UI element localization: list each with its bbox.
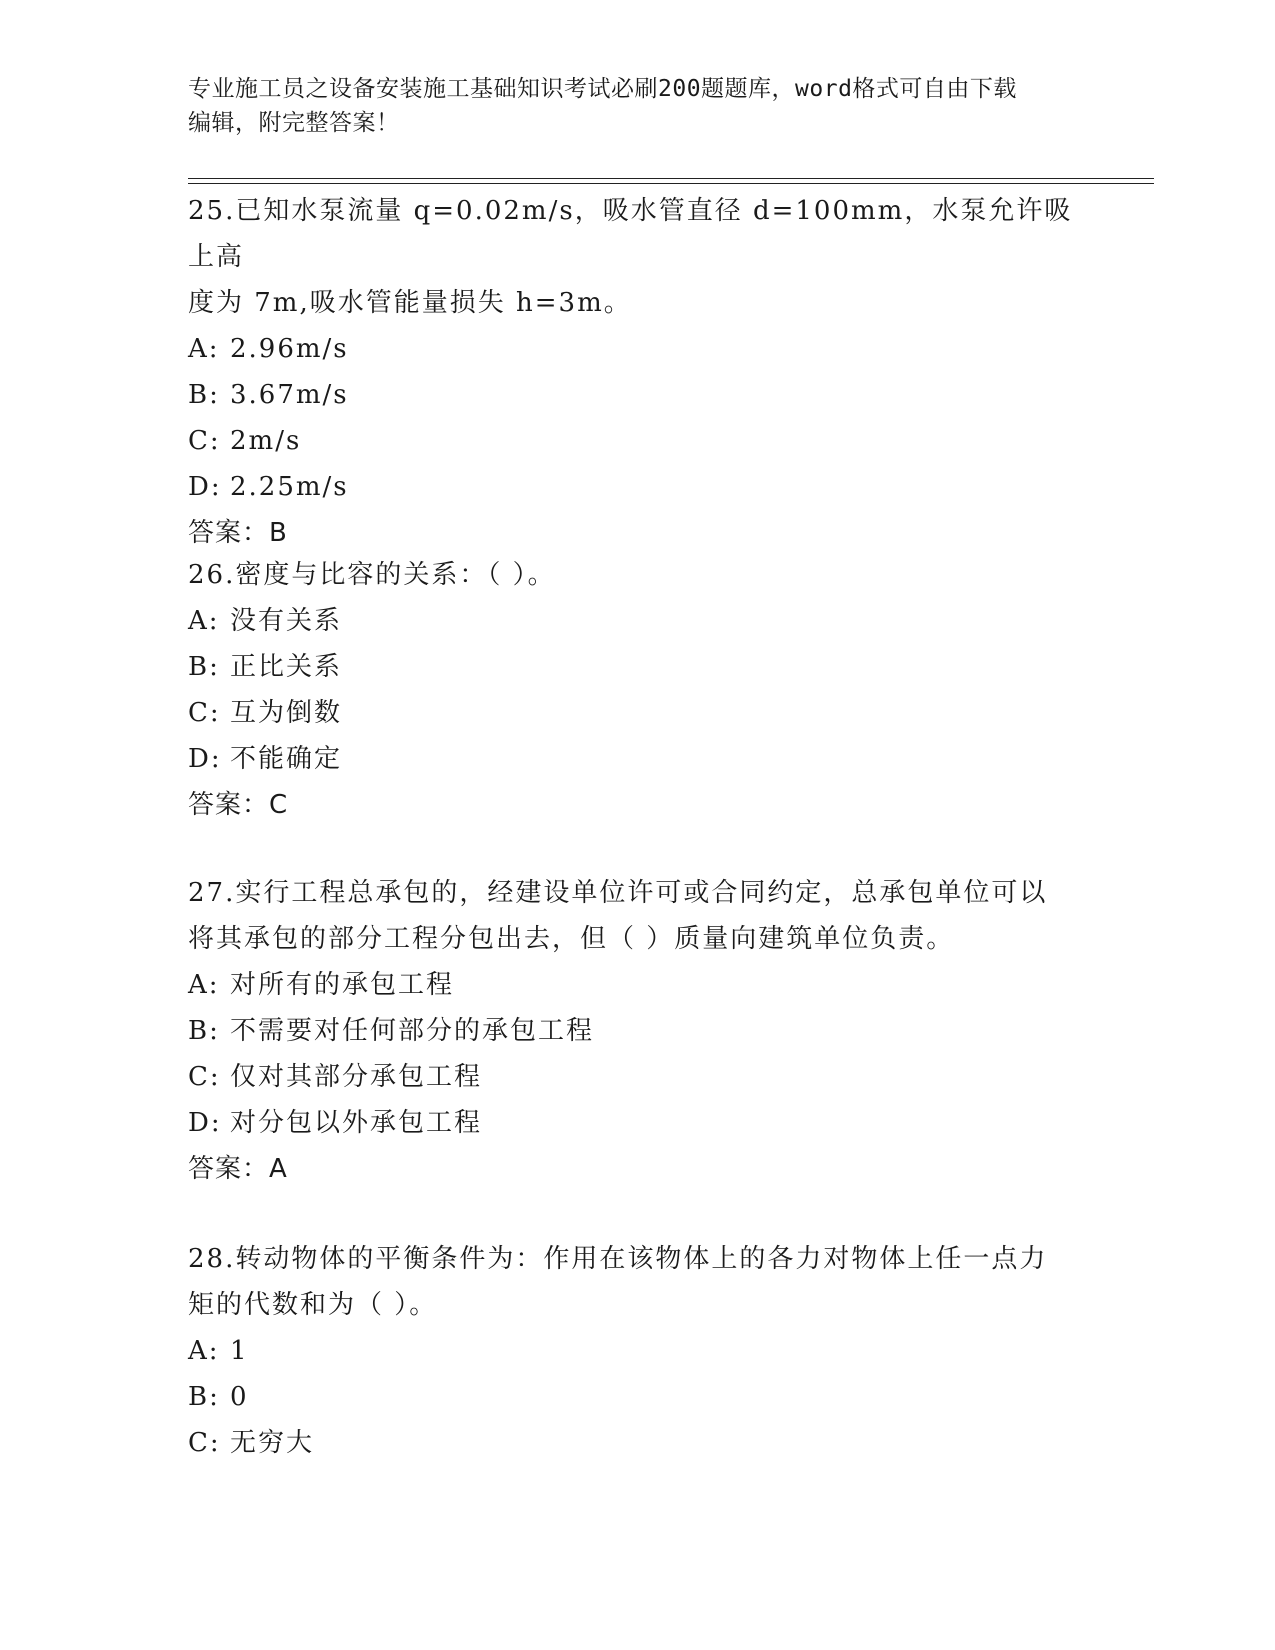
option-key: C: — [188, 1428, 221, 1458]
option-value: 没有关系 — [230, 606, 343, 636]
option-key: C: — [188, 698, 221, 728]
option-key: D: — [188, 472, 222, 502]
option-d — [188, 464, 1088, 510]
option-d — [188, 1100, 1088, 1146]
question-text-line-2: 将其承包的部分工程分包出去，但（ ）质量向建筑单位负责。 — [188, 924, 955, 954]
question-28 — [188, 1236, 1088, 1466]
option-a — [188, 598, 1088, 644]
option-value: 2m/s — [230, 426, 302, 456]
question-text-line-1: 25.已知水泵流量 q=0.02m/s，吸水管直径 d=100mm，水泵允许吸上高 — [188, 196, 1073, 272]
question-27 — [188, 870, 1088, 1192]
header-divider-top — [188, 178, 1154, 179]
answer-line: 答案：A — [188, 1154, 288, 1184]
question-26 — [188, 552, 1088, 828]
option-value: 对所有的承包工程 — [230, 970, 455, 1000]
option-c — [188, 418, 1088, 464]
question-text-line-2: 矩的代数和为（ ）。 — [188, 1290, 438, 1320]
option-key: B: — [188, 1016, 220, 1046]
header-line-2: 编辑，附完整答案！ — [188, 110, 400, 136]
header-line-1: 专业施工员之设备安装施工基础知识考试必刷200题题库，word格式可自由下载 — [188, 76, 1017, 102]
option-a — [188, 1328, 1088, 1374]
option-a — [188, 962, 1088, 1008]
option-c — [188, 1420, 1088, 1466]
option-key: A: — [188, 1336, 220, 1366]
option-key: D: — [188, 1108, 222, 1138]
answer-line: 答案：B — [188, 518, 288, 548]
option-b — [188, 372, 1088, 418]
option-value: 对分包以外承包工程 — [230, 1108, 483, 1138]
option-key: C: — [188, 1062, 221, 1092]
question-25 — [188, 188, 1088, 556]
option-key: C: — [188, 426, 221, 456]
option-c — [188, 1054, 1088, 1100]
option-d — [188, 736, 1088, 782]
option-value: 1 — [230, 1336, 249, 1366]
option-b — [188, 1374, 1088, 1420]
question-text-line-1: 27.实行工程总承包的，经建设单位许可或合同约定，总承包单位可以 — [188, 878, 1048, 908]
option-value: 互为倒数 — [230, 698, 343, 728]
option-value: 2.25m/s — [230, 472, 349, 502]
document-header — [188, 72, 1088, 140]
question-text-line-1: 28.转动物体的平衡条件为：作用在该物体上的各力对物体上任一点力 — [188, 1244, 1048, 1274]
option-key: A: — [188, 606, 220, 636]
option-key: B: — [188, 652, 220, 682]
option-key: A: — [188, 334, 220, 364]
question-text-line-1: 26.密度与比容的关系：（ ）。 — [188, 560, 556, 590]
option-c — [188, 690, 1088, 736]
answer-line: 答案：C — [188, 790, 289, 820]
header-divider-bottom — [188, 183, 1154, 184]
option-key: D: — [188, 744, 222, 774]
option-b — [188, 1008, 1088, 1054]
option-key: A: — [188, 970, 220, 1000]
option-key: B: — [188, 1382, 220, 1412]
option-b — [188, 644, 1088, 690]
option-key: B: — [188, 380, 220, 410]
option-value: 无穷大 — [230, 1428, 315, 1458]
option-value: 2.96m/s — [230, 334, 349, 364]
option-value: 正比关系 — [230, 652, 343, 682]
option-value: 0 — [230, 1382, 249, 1412]
option-a — [188, 326, 1088, 372]
option-value: 3.67m/s — [230, 380, 349, 410]
question-text-line-2: 度为 7m,吸水管能量损失 h=3m。 — [188, 288, 632, 318]
option-value: 仅对其部分承包工程 — [230, 1062, 483, 1092]
option-value: 不能确定 — [230, 744, 343, 774]
option-value: 不需要对任何部分的承包工程 — [230, 1016, 595, 1046]
